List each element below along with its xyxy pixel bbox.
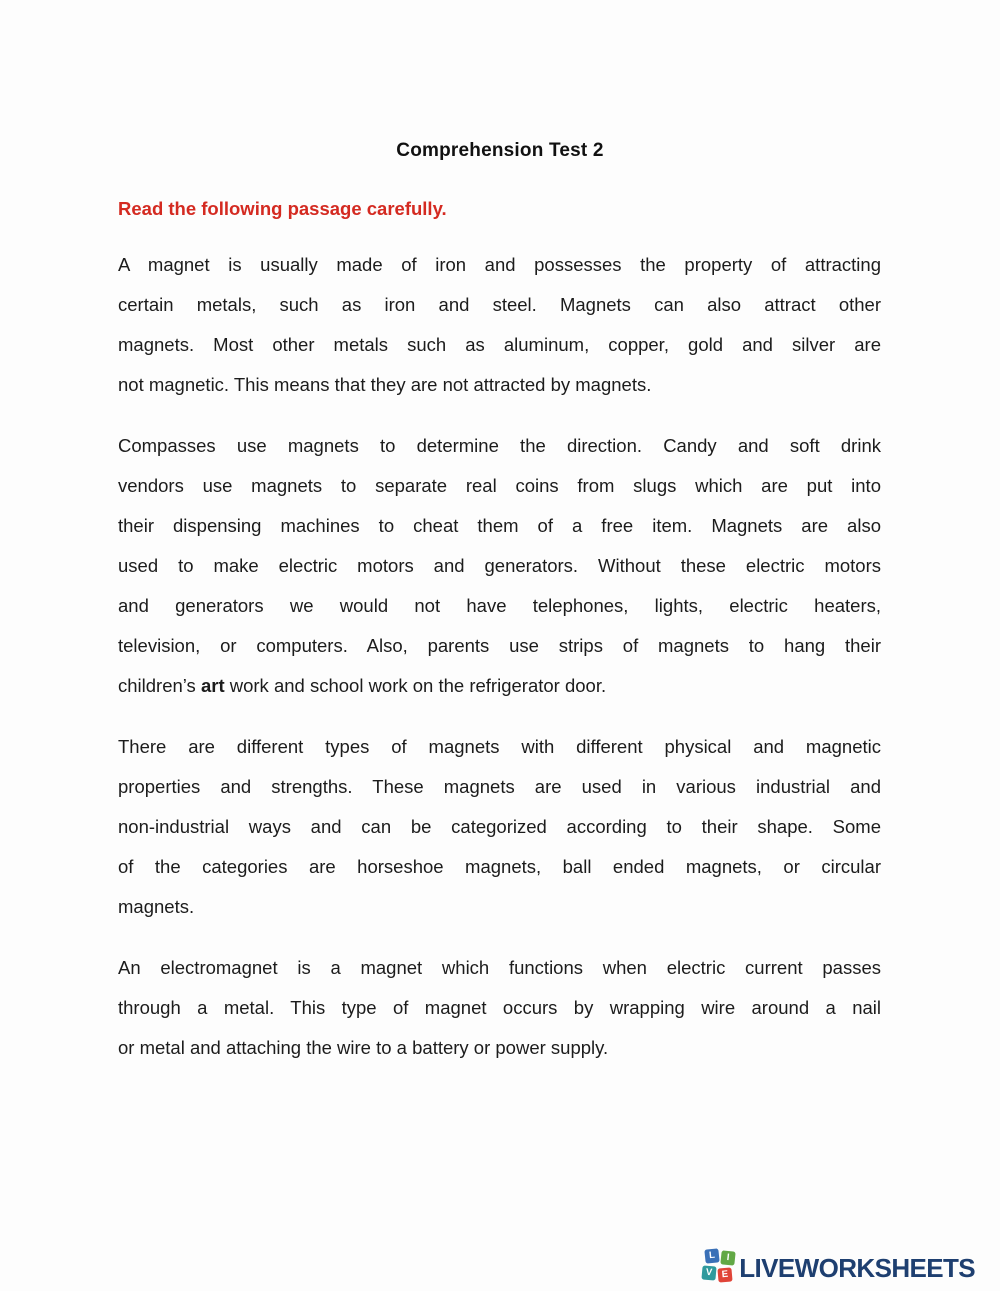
- passage-text: children’s: [118, 675, 201, 696]
- logo-tile-i: I: [721, 1250, 736, 1265]
- liveworksheets-tiles-icon: [700, 1248, 737, 1288]
- liveworksheets-wordmark: LIVEWORKSHEETS: [739, 1252, 975, 1283]
- passage-paragraph-4: [118, 948, 881, 1068]
- passage-line: their dispensing machines to cheat them of a free item. Magnets are also: [118, 515, 881, 536]
- logo-tile-v: V: [702, 1265, 717, 1280]
- passage-paragraph-2: [118, 426, 881, 706]
- passage-line: non-industrial ways and can be categorized according to their shape. Some: [118, 816, 881, 837]
- instruction-text: Read the following passage carefully.: [118, 198, 447, 219]
- passage-line: or metal and attaching the wire to a battery or power supply.: [118, 1037, 609, 1058]
- passage-line: used to make electric motors and generators. Without these electric motors: [118, 555, 881, 576]
- passage-line: certain metals, such as iron and steel. Magnets can also attract other: [118, 294, 881, 315]
- passage: [118, 245, 881, 1068]
- passage-line: through a metal. This type of magnet occurs by wrapping wire around a nail: [118, 997, 881, 1018]
- passage-line: Compasses use magnets to determine the direction. Candy and soft drink: [118, 435, 881, 456]
- logo-tile-l: L: [705, 1248, 720, 1263]
- passage-line: television, or computers. Also, parents use strips of magnets to hang their: [118, 635, 881, 656]
- passage-text: work and school work on the refrigerator door.: [224, 675, 607, 696]
- page-title: Comprehension Test 2: [396, 140, 604, 161]
- logo-tile-e: E: [718, 1267, 733, 1282]
- passage-line: magnets.: [118, 896, 195, 917]
- passage-line: [118, 666, 881, 706]
- liveworksheets-logo: [700, 1248, 975, 1288]
- passage-line: magnets. Most other metals such as aluminum, copper, gold and silver are: [118, 334, 881, 355]
- passage-line: not magnetic. This means that they are not attracted by magnets.: [118, 374, 652, 395]
- passage-line: properties and strengths. These magnets are used in various industrial and: [118, 776, 881, 797]
- passage-paragraph-3: [118, 727, 881, 927]
- passage-paragraph-1: [118, 245, 881, 405]
- bold-word: art: [200, 675, 225, 696]
- passage-line: of the categories are horseshoe magnets, ball ended magnets, or circular: [118, 856, 881, 877]
- passage-line: There are different types of magnets with different physical and magnetic: [118, 736, 881, 757]
- passage-line: An electromagnet is a magnet which functions when electric current passes: [118, 957, 881, 978]
- passage-line: vendors use magnets to separate real coins from slugs which are put into: [118, 475, 881, 496]
- passage-line: A magnet is usually made of iron and possesses the property of attracting: [118, 254, 881, 275]
- passage-line: and generators we would not have telephones, lights, electric heaters,: [118, 595, 881, 616]
